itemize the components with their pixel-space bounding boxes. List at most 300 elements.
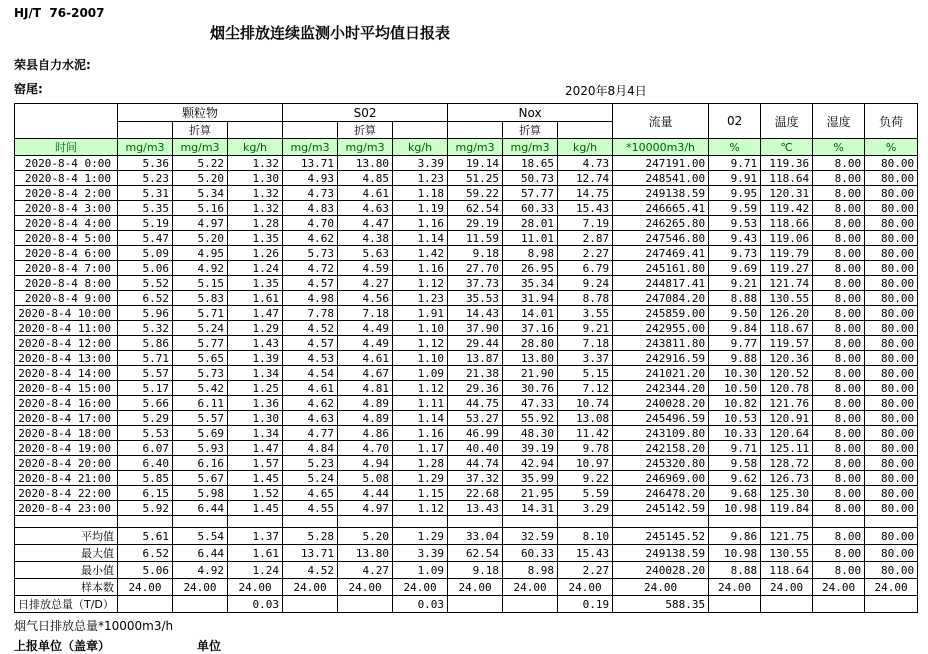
cell-value: 35.99 [503, 471, 558, 486]
cell-value: 5.42 [173, 381, 228, 396]
cell-value: 9.24 [558, 276, 613, 291]
cell-value: 24.00 [813, 579, 865, 596]
cell-value: 1.14 [393, 231, 448, 246]
cell-value: 60.33 [503, 201, 558, 216]
cell-value: 21.38 [448, 366, 503, 381]
cell-value: 5.96 [118, 306, 173, 321]
cell-value: 15.43 [558, 545, 613, 562]
cell-value: 4.63 [338, 201, 393, 216]
cell-value: 5.20 [173, 231, 228, 246]
cell-value: 13.43 [448, 501, 503, 516]
cell-value: 5.71 [118, 351, 173, 366]
cell-value: 5.16 [173, 201, 228, 216]
cell-value: 4.47 [338, 216, 393, 231]
cell-value: 80.00 [865, 366, 918, 381]
cell-value: 8.00 [813, 486, 865, 501]
cell-value: 1.61 [228, 291, 283, 306]
cell-time: 2020-8-4 15:00 [15, 381, 118, 396]
cell-value: 50.73 [503, 171, 558, 186]
cell-time: 2020-8-4 11:00 [15, 321, 118, 336]
cell-value: 247546.80 [613, 231, 709, 246]
cell-value [338, 596, 393, 613]
cell-value: 4.70 [283, 216, 338, 231]
unit-cell: mg/m3 [118, 139, 173, 156]
cell-value: 3.55 [558, 306, 613, 321]
cell-value: 80.00 [865, 276, 918, 291]
cell-value: 32.59 [503, 528, 558, 545]
cell-value: 118.64 [761, 171, 813, 186]
cell-value: 24.00 [709, 579, 761, 596]
cell-value: 80.00 [865, 456, 918, 471]
cell-value: 5.23 [118, 171, 173, 186]
table-row [15, 276, 918, 291]
cell-value: 4.97 [338, 501, 393, 516]
cell-value: 5.92 [118, 501, 173, 516]
cell-value: 1.28 [228, 216, 283, 231]
col-header-o2: 02 [709, 104, 761, 139]
cell-value: 126.73 [761, 471, 813, 486]
cell-value: 24.00 [865, 579, 918, 596]
cell-value: 44.74 [448, 456, 503, 471]
cell-value: 80.00 [865, 201, 918, 216]
cell-value: 24.00 [393, 579, 448, 596]
table-row [15, 231, 918, 246]
cell-value: 5.69 [173, 426, 228, 441]
cell-value: 6.40 [118, 456, 173, 471]
cell-value: 1.18 [393, 186, 448, 201]
cell-value: 245161.80 [613, 261, 709, 276]
cell-value: 14.31 [503, 501, 558, 516]
cell-empty [173, 516, 228, 528]
cell-empty [761, 516, 813, 528]
cell-value: 4.92 [173, 261, 228, 276]
table-row [15, 501, 918, 516]
cell-value: 80.00 [865, 156, 918, 171]
cell-value [761, 596, 813, 613]
cell-value: 1.24 [228, 562, 283, 579]
cell-time: 2020-8-4 10:00 [15, 306, 118, 321]
cell-value: 11.42 [558, 426, 613, 441]
cell-value: 5.08 [338, 471, 393, 486]
cell-value: 14.01 [503, 306, 558, 321]
cell-value: 8.00 [813, 291, 865, 306]
unit-cell: kg/h [228, 139, 283, 156]
cell-value: 1.12 [393, 381, 448, 396]
cell-value: 80.00 [865, 562, 918, 579]
cell-value: 5.52 [118, 276, 173, 291]
cell-value: 118.66 [761, 216, 813, 231]
cell-value: 4.63 [283, 411, 338, 426]
cell-value: 588.35 [613, 596, 709, 613]
unit-cell: mg/m3 [173, 139, 228, 156]
cell-value: 1.39 [228, 351, 283, 366]
cell-value: 14.43 [448, 306, 503, 321]
cell-value: 80.00 [865, 396, 918, 411]
cell-value: 4.97 [173, 216, 228, 231]
cell-value: 21.95 [503, 486, 558, 501]
cell-value: 1.17 [393, 441, 448, 456]
cell-value: 57.77 [503, 186, 558, 201]
cell-time: 2020-8-4 5:00 [15, 231, 118, 246]
cell-value: 4.93 [283, 171, 338, 186]
cell-value: 1.35 [228, 231, 283, 246]
table-row [15, 486, 918, 501]
cell-value: 5.59 [558, 486, 613, 501]
cell-value: 118.67 [761, 321, 813, 336]
cell-value: 9.71 [709, 441, 761, 456]
cell-value: 8.00 [813, 501, 865, 516]
subheader-converted-pm: 折算 [173, 122, 228, 139]
cell-value: 13.80 [338, 156, 393, 171]
cell-empty [813, 516, 865, 528]
summary-row [15, 579, 918, 596]
cell-value: 5.98 [173, 486, 228, 501]
cell-value: 35.34 [503, 276, 558, 291]
unit-cell: % [865, 139, 918, 156]
cell-value: 4.89 [338, 396, 393, 411]
cell-value: 1.45 [228, 501, 283, 516]
cell-value: 244817.41 [613, 276, 709, 291]
cell-value: 5.19 [118, 216, 173, 231]
cell-value: 80.00 [865, 501, 918, 516]
cell-value: 5.17 [118, 381, 173, 396]
table-row [15, 186, 918, 201]
cell-value: 5.57 [118, 366, 173, 381]
subheader-converted-so2: 折算 [338, 122, 393, 139]
cell-value: 1.12 [393, 276, 448, 291]
cell-value: 4.98 [283, 291, 338, 306]
cell-value: 46.99 [448, 426, 503, 441]
cell-value: 119.06 [761, 231, 813, 246]
cell-empty [448, 516, 503, 528]
cell-value: 8.00 [813, 306, 865, 321]
summary-row [15, 528, 918, 545]
cell-value: 1.34 [228, 366, 283, 381]
cell-value: 4.83 [283, 201, 338, 216]
company-name: 荣县自力水泥: [14, 58, 91, 72]
table-row [15, 366, 918, 381]
cell-value: 1.12 [393, 336, 448, 351]
cell-value: 29.19 [448, 216, 503, 231]
cell-value: 4.38 [338, 231, 393, 246]
cell-value: 120.31 [761, 186, 813, 201]
cell-value: 8.00 [813, 231, 865, 246]
cell-value: 80.00 [865, 441, 918, 456]
cell-value: 5.36 [118, 156, 173, 171]
cell-value: 1.12 [393, 501, 448, 516]
report-table [14, 103, 918, 613]
daily-total-flow-note: 烟气日排放总量*10000m3/h [14, 619, 174, 633]
cell-value: 4.52 [283, 321, 338, 336]
cell-time: 2020-8-4 8:00 [15, 276, 118, 291]
cell-empty [393, 516, 448, 528]
col-header-humidity: 湿度 [813, 104, 865, 139]
cell-value: 1.16 [393, 426, 448, 441]
cell-value: 5.66 [118, 396, 173, 411]
cell-time: 2020-8-4 17:00 [15, 411, 118, 426]
cell-value: 13.87 [448, 351, 503, 366]
cell-value: 8.00 [813, 321, 865, 336]
cell-value: 1.34 [228, 426, 283, 441]
cell-time: 2020-8-4 16:00 [15, 396, 118, 411]
cell-time: 2020-8-4 14:00 [15, 366, 118, 381]
cell-value: 4.49 [338, 321, 393, 336]
cell-value: 5.71 [173, 306, 228, 321]
cell-value: 1.09 [393, 562, 448, 579]
header-row-units [15, 139, 918, 156]
table-row [15, 171, 918, 186]
cell-value: 119.84 [761, 501, 813, 516]
cell-value: 8.98 [503, 562, 558, 579]
cell-value: 19.14 [448, 156, 503, 171]
cell-value: 13.80 [338, 545, 393, 562]
cell-value: 9.88 [709, 351, 761, 366]
cell-value: 3.39 [393, 156, 448, 171]
cell-value: 9.22 [558, 471, 613, 486]
cell-value: 1.29 [393, 528, 448, 545]
cell-value: 80.00 [865, 528, 918, 545]
cell-value: 4.49 [338, 336, 393, 351]
table-row [15, 456, 918, 471]
cell-time: 2020-8-4 13:00 [15, 351, 118, 366]
group-header-so2: S02 [283, 104, 448, 122]
subheader-blank [118, 122, 173, 139]
cell-value: 119.57 [761, 336, 813, 351]
summary-label: 平均值 [15, 528, 118, 545]
cell-value: 4.56 [338, 291, 393, 306]
cell-value: 245320.80 [613, 456, 709, 471]
cell-value: 9.95 [709, 186, 761, 201]
cell-value: 37.73 [448, 276, 503, 291]
cell-value: 240028.20 [613, 562, 709, 579]
cell-value: 8.00 [813, 545, 865, 562]
cell-value: 1.24 [228, 261, 283, 276]
cell-value: 9.59 [709, 201, 761, 216]
cell-value: 1.37 [228, 528, 283, 545]
cell-value: 120.36 [761, 351, 813, 366]
cell-value: 9.69 [709, 261, 761, 276]
cell-value: 8.00 [813, 411, 865, 426]
cell-value: 5.20 [338, 528, 393, 545]
cell-value: 120.64 [761, 426, 813, 441]
cell-value: 35.53 [448, 291, 503, 306]
cell-value: 247084.20 [613, 291, 709, 306]
cell-value: 80.00 [865, 381, 918, 396]
cell-value: 10.97 [558, 456, 613, 471]
table-row [15, 396, 918, 411]
cell-value: 1.91 [393, 306, 448, 321]
cell-empty [503, 516, 558, 528]
unit-cell: kg/h [558, 139, 613, 156]
cell-value: 5.20 [173, 171, 228, 186]
cell-value: 8.98 [503, 246, 558, 261]
cell-value: 1.25 [228, 381, 283, 396]
time-header: 时间 [15, 139, 118, 156]
cell-value: 1.43 [228, 336, 283, 351]
cell-value: 5.61 [118, 528, 173, 545]
cell-value: 28.01 [503, 216, 558, 231]
cell-value: 39.19 [503, 441, 558, 456]
cell-value: 4.54 [283, 366, 338, 381]
cell-value: 9.77 [709, 336, 761, 351]
cell-value: 6.52 [118, 291, 173, 306]
cell-value: 18.65 [503, 156, 558, 171]
cell-time: 2020-8-4 18:00 [15, 426, 118, 441]
cell-empty [228, 516, 283, 528]
cell-value: 120.52 [761, 366, 813, 381]
cell-value: 4.44 [338, 486, 393, 501]
cell-value: 4.72 [283, 261, 338, 276]
spacer-row [15, 516, 918, 528]
cell-value: 1.61 [228, 545, 283, 562]
cell-value: 1.32 [228, 186, 283, 201]
cell-value: 24.00 [338, 579, 393, 596]
monitor-location: 窑尾: [14, 82, 43, 96]
cell-value: 4.65 [283, 486, 338, 501]
cell-value: 1.57 [228, 456, 283, 471]
cell-value: 5.85 [118, 471, 173, 486]
cell-value: 5.57 [173, 411, 228, 426]
cell-value: 1.29 [393, 471, 448, 486]
cell-value: 245859.00 [613, 306, 709, 321]
cell-value: 8.00 [813, 171, 865, 186]
cell-value: 8.78 [558, 291, 613, 306]
cell-value: 2.27 [558, 246, 613, 261]
col-header-temperature: 温度 [761, 104, 813, 139]
cell-value: 1.45 [228, 471, 283, 486]
cell-value: 9.86 [709, 528, 761, 545]
cell-value: 48.30 [503, 426, 558, 441]
table-row [15, 216, 918, 231]
cell-value: 5.06 [118, 261, 173, 276]
table-row [15, 336, 918, 351]
header-row-groups [15, 104, 918, 122]
cell-value: 24.00 [448, 579, 503, 596]
cell-value: 4.55 [283, 501, 338, 516]
table-row [15, 261, 918, 276]
cell-value: 4.73 [558, 156, 613, 171]
cell-value: 5.28 [283, 528, 338, 545]
cell-value: 4.73 [283, 186, 338, 201]
cell-value: 249138.59 [613, 186, 709, 201]
cell-value: 8.00 [813, 156, 865, 171]
cell-value: 21.90 [503, 366, 558, 381]
cell-value: 119.79 [761, 246, 813, 261]
cell-value: 8.00 [813, 351, 865, 366]
cell-value: 120.78 [761, 381, 813, 396]
cell-empty [865, 516, 918, 528]
cell-value: 80.00 [865, 261, 918, 276]
cell-value: 6.11 [173, 396, 228, 411]
cell-value: 241021.20 [613, 366, 709, 381]
cell-time: 2020-8-4 12:00 [15, 336, 118, 351]
cell-value: 5.29 [118, 411, 173, 426]
table-row [15, 411, 918, 426]
cell-value: 80.00 [865, 231, 918, 246]
cell-value: 8.00 [813, 381, 865, 396]
cell-value: 10.33 [709, 426, 761, 441]
cell-value: 1.11 [393, 396, 448, 411]
cell-value: 24.00 [118, 579, 173, 596]
cell-time: 2020-8-4 9:00 [15, 291, 118, 306]
table-row [15, 351, 918, 366]
cell-value: 9.58 [709, 456, 761, 471]
cell-value: 4.67 [338, 366, 393, 381]
cell-value: 5.09 [118, 246, 173, 261]
cell-value: 6.07 [118, 441, 173, 456]
cell-value: 6.15 [118, 486, 173, 501]
cell-time: 2020-8-4 2:00 [15, 186, 118, 201]
cell-value: 8.00 [813, 261, 865, 276]
unit-cell: % [709, 139, 761, 156]
cell-value: 246265.80 [613, 216, 709, 231]
cell-value: 4.27 [338, 562, 393, 579]
cell-empty [118, 516, 173, 528]
cell-value: 31.94 [503, 291, 558, 306]
summary-row [15, 562, 918, 579]
cell-value: 13.08 [558, 411, 613, 426]
cell-value: 4.94 [338, 456, 393, 471]
cell-time: 2020-8-4 19:00 [15, 441, 118, 456]
col-header-flow: 流量 [613, 104, 709, 139]
cell-value: 4.61 [338, 351, 393, 366]
cell-value: 1.16 [393, 216, 448, 231]
cell-value: 5.06 [118, 562, 173, 579]
cell-value: 128.72 [761, 456, 813, 471]
cell-value: 249138.59 [613, 545, 709, 562]
cell-value: 12.74 [558, 171, 613, 186]
subheader-blank [558, 122, 613, 139]
cell-value: 1.23 [393, 171, 448, 186]
cell-value: 1.16 [393, 261, 448, 276]
cell-value: 10.30 [709, 366, 761, 381]
page-title: 烟尘排放连续监测小时平均值日报表 [209, 24, 450, 42]
cell-value: 5.35 [118, 201, 173, 216]
cell-value: 37.16 [503, 321, 558, 336]
cell-value: 8.00 [813, 216, 865, 231]
cell-value: 80.00 [865, 321, 918, 336]
cell-value: 6.79 [558, 261, 613, 276]
cell-value: 5.73 [173, 366, 228, 381]
summary-row [15, 596, 918, 613]
cell-value: 8.00 [813, 441, 865, 456]
cell-value: 5.22 [173, 156, 228, 171]
cell-value: 1.47 [228, 441, 283, 456]
cell-value: 44.75 [448, 396, 503, 411]
cell-value: 10.74 [558, 396, 613, 411]
cell-value: 40.40 [448, 441, 503, 456]
cell-value: 5.24 [283, 471, 338, 486]
cell-value [448, 596, 503, 613]
subheader-blank [228, 122, 283, 139]
cell-value: 24.00 [613, 579, 709, 596]
cell-value: 243811.80 [613, 336, 709, 351]
cell-value: 1.14 [393, 411, 448, 426]
cell-value: 9.62 [709, 471, 761, 486]
cell-empty [283, 516, 338, 528]
cell-value: 24.00 [173, 579, 228, 596]
cell-value: 4.70 [338, 441, 393, 456]
subheader-blank [448, 122, 503, 139]
cell-value: 8.10 [558, 528, 613, 545]
cell-value: 119.27 [761, 261, 813, 276]
cell-value: 4.27 [338, 276, 393, 291]
cell-value: 8.00 [813, 426, 865, 441]
cell-value: 5.54 [173, 528, 228, 545]
cell-value: 5.93 [173, 441, 228, 456]
cell-value: 9.21 [709, 276, 761, 291]
cell-value: 1.36 [228, 396, 283, 411]
